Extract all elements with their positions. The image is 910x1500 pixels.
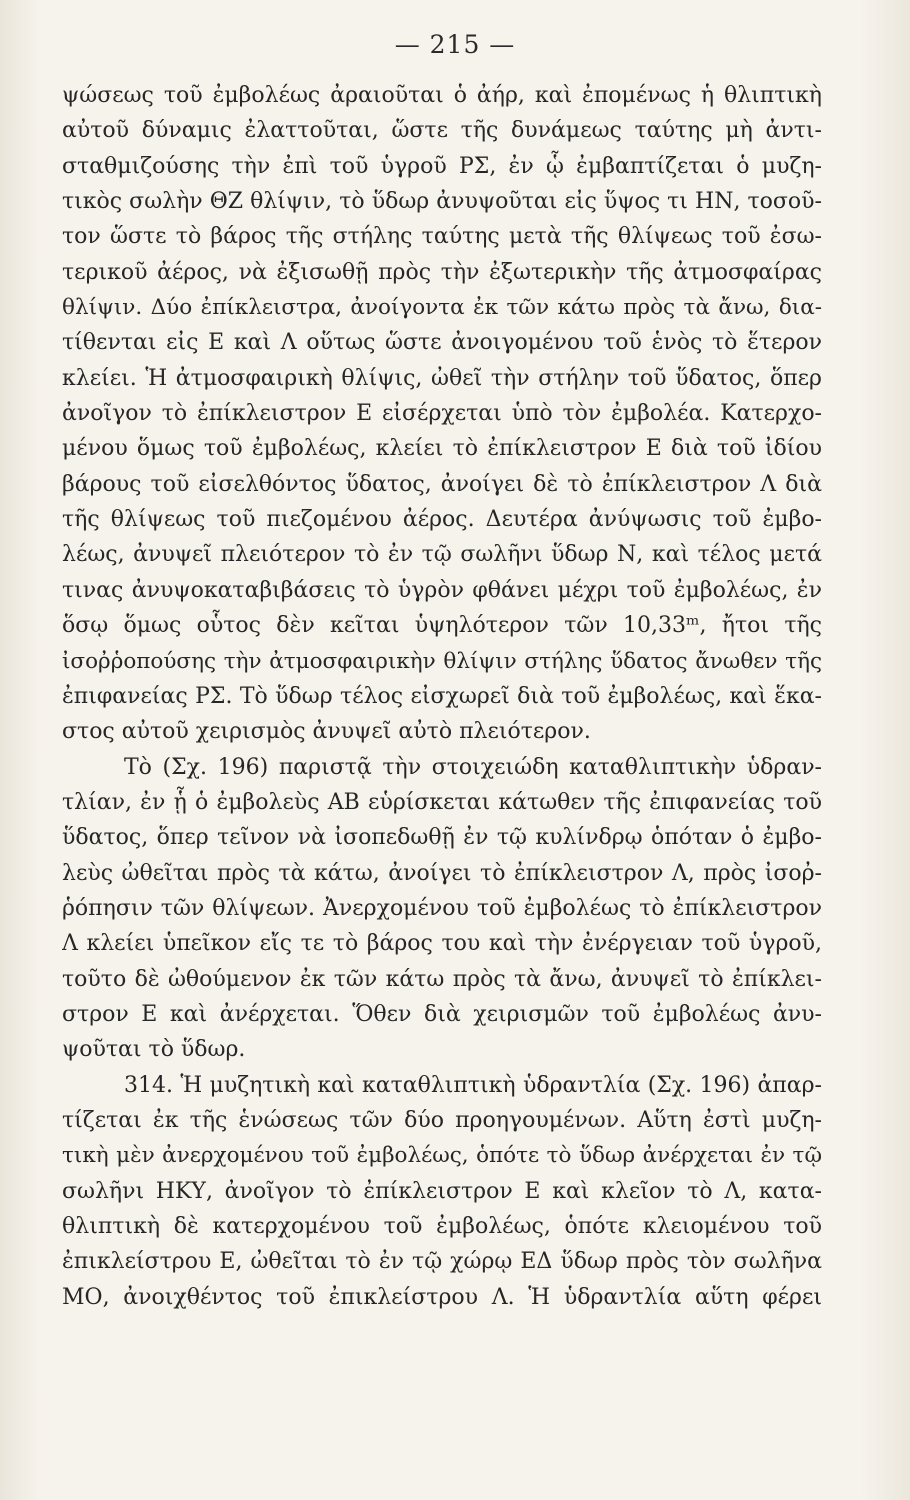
text-line: σταθμιζούσης τὴν ἐπὶ τοῦ ὑγροῦ ΡΣ, ἐν ᾧ ἐμβαπτίζεται ὁ μυζη- [62, 153, 822, 179]
text-line: τινας ἀνυψοκαταβιβάσεις τὸ ὑγρὸν φθάνει μέχρι τοῦ ἐμβολέως, ἐν [62, 577, 822, 603]
text-line: στρον Ε καὶ ἀνέρχεται. Ὅθεν διὰ χειρισμῶν τοῦ ἐμβολέως ἀνυ- [62, 1001, 822, 1027]
text-line: τίθενται εἰς Ε καὶ Λ οὕτως ὥστε ἀνοιγομένου τοῦ ἑνὸς τὸ ἕτερον [62, 330, 822, 356]
text-line: ΜΟ, ἀνοιχθέντος τοῦ ἐπικλείστρου Λ. Ἡ ὑδραντλία αὕτη φέρει [62, 1284, 822, 1310]
text-line: Λ κλείει ὑπεῖκον εἴς τε τὸ βάρος του καὶ τὴν ἐνέργειαν τοῦ ὑγροῦ, [62, 931, 822, 957]
text-line: λεὺς ὠθεῖται πρὸς τὰ κάτω, ἀνοίγει τὸ ἐπίκλειστρον Λ, πρὸς ἰσοῤ- [62, 860, 822, 886]
text-line: ἰσοῤῥοπούσης τὴν ἀτμοσφαιρικὴν θλίψιν στήλης ὕδατος ἄνωθεν τῆς [62, 648, 822, 674]
body-text [62, 78, 822, 1315]
text-line: στος αὐτοῦ χειρισμὸς ἀνυψεῖ αὐτὸ πλειότερον. [62, 719, 591, 745]
text-line: τικὴ μὲν ἀνερχομένου τοῦ ἐμβολέως, ὁπότε τὸ ὕδωρ ἀνέρχεται ἐν τῷ [62, 1143, 822, 1169]
text-line: ἐπικλείστρου Ε, ὠθεῖται τὸ ἐν τῷ χώρῳ ΕΔ ὕδωρ πρὸς τὸν σωλῆνα [62, 1249, 822, 1275]
text-line: ὅσῳ ὅμως οὗτος δὲν κεῖται ὑψηλότερον τῶν 10,33ᵐ, ἤτοι τῆς [62, 613, 822, 639]
paragraph-first-line: Τὸ (Σχ. 196) παριστᾷ τὴν στοιχειώδη καταθλιπτικὴν ὑδραν- [124, 754, 822, 780]
text-line: ὕδατος, ὅπερ τεῖνον νὰ ἰσοπεδωθῇ ἐν τῷ κυλίνδρῳ ὁπόταν ὁ ἐμβο- [62, 825, 822, 851]
text-line: βάρους τοῦ εἰσελθόντος ὕδατος, ἀνοίγει δὲ τὸ ἐπίκλειστρον Λ διὰ [62, 471, 822, 497]
text-line: τερικοῦ ἀέρος, νὰ ἐξισωθῇ πρὸς τὴν ἐξωτερικὴν τῆς ἀτμοσφαίρας [62, 259, 822, 285]
text-line: μένου ὅμως τοῦ ἐμβολέως, κλείει τὸ ἐπίκλειστρον Ε διὰ τοῦ ἰδίου [62, 436, 822, 462]
text-line: τῆς θλίψεως τοῦ πιεζομένου ἀέρος. Δευτέρα ἀνύψωσις τοῦ ἐμβο- [62, 507, 822, 533]
text-line: τοῦτο δὲ ὠθούμενον ἐκ τῶν κάτω πρὸς τὰ ἄνω, ἀνυψεῖ τὸ ἐπίκλει- [62, 966, 822, 992]
text-line: τικὸς σωλὴν ΘΖ θλίψιν, τὸ ὕδωρ ἀνυψοῦται εἰς ὕψος τι ΗΝ, τοσοῦ- [62, 189, 822, 215]
text-line: τλίαν, ἐν ᾗ ὁ ἐμβολεὺς ΑΒ εὑρίσκεται κάτωθεν τῆς ἐπιφανείας τοῦ [62, 789, 822, 815]
text-line: θλίψιν. Δύο ἐπίκλειστρα, ἀνοίγοντα ἐκ τῶν κάτω πρὸς τὰ ἄνω, δια- [62, 295, 822, 321]
text-line: ψώσεως τοῦ ἐμβολέως ἀραιοῦται ὁ ἀήρ, καὶ ἐπομένως ἡ θλιπτικὴ [62, 83, 822, 108]
text-line: ἐπιφανείας ΡΣ. Τὸ ὕδωρ τέλος εἰσχωρεῖ διὰ τοῦ ἐμβολέως, καὶ ἕκα- [62, 683, 822, 709]
text-line: ῥόπησιν τῶν θλίψεων. Ἀνερχομένου τοῦ ἐμβολέως τὸ ἐπίκλειστρον [62, 895, 822, 921]
text-line: ἀνοῖγον τὸ ἐπίκλειστρον Ε εἰσέρχεται ὑπὸ τὸν ἐμβολέα. Κατερχο- [62, 401, 822, 427]
section-314-first-line: 314. Ἡ μυζητικὴ καὶ καταθλιπτικὴ ὑδραντλία (Σχ. 196) ἀπαρ- [124, 1072, 822, 1098]
page-number: — 215 — [394, 30, 516, 59]
text-line: ψοῦται τὸ ὕδωρ. [62, 1037, 246, 1063]
text-line: τίζεται ἐκ τῆς ἑνώσεως τῶν δύο προηγουμένων. Αὕτη ἐστὶ μυζη- [62, 1107, 822, 1133]
text-line: αὐτοῦ δύναμις ἐλαττοῦται, ὥστε τῆς δυνάμεως ταύτης μὴ ἀντι- [62, 118, 822, 144]
text-line: κλείει. Ἡ ἀτμοσφαιρικὴ θλίψις, ὠθεῖ τὴν στήλην τοῦ ὕδατος, ὅπερ [62, 365, 822, 391]
text-line: τον ὥστε τὸ βάρος τῆς στήλης ταύτης μετὰ τῆς θλίψεως τοῦ ἐσω- [62, 224, 822, 250]
text-line: θλιπτικὴ δὲ κατερχομένου τοῦ ἐμβολέως, ὁπότε κλειομένου τοῦ [62, 1214, 822, 1239]
text-line: σωλῆνι ΗΚΥ, ἀνοῖγον τὸ ἐπίκλειστρον Ε καὶ κλεῖον τὸ Λ, κατα- [62, 1178, 822, 1204]
text-line: λέως, ἀνυψεῖ πλειότερον τὸ ἐν τῷ σωλῆνι ὕδωρ Ν, καὶ τέλος μετά [62, 542, 822, 568]
